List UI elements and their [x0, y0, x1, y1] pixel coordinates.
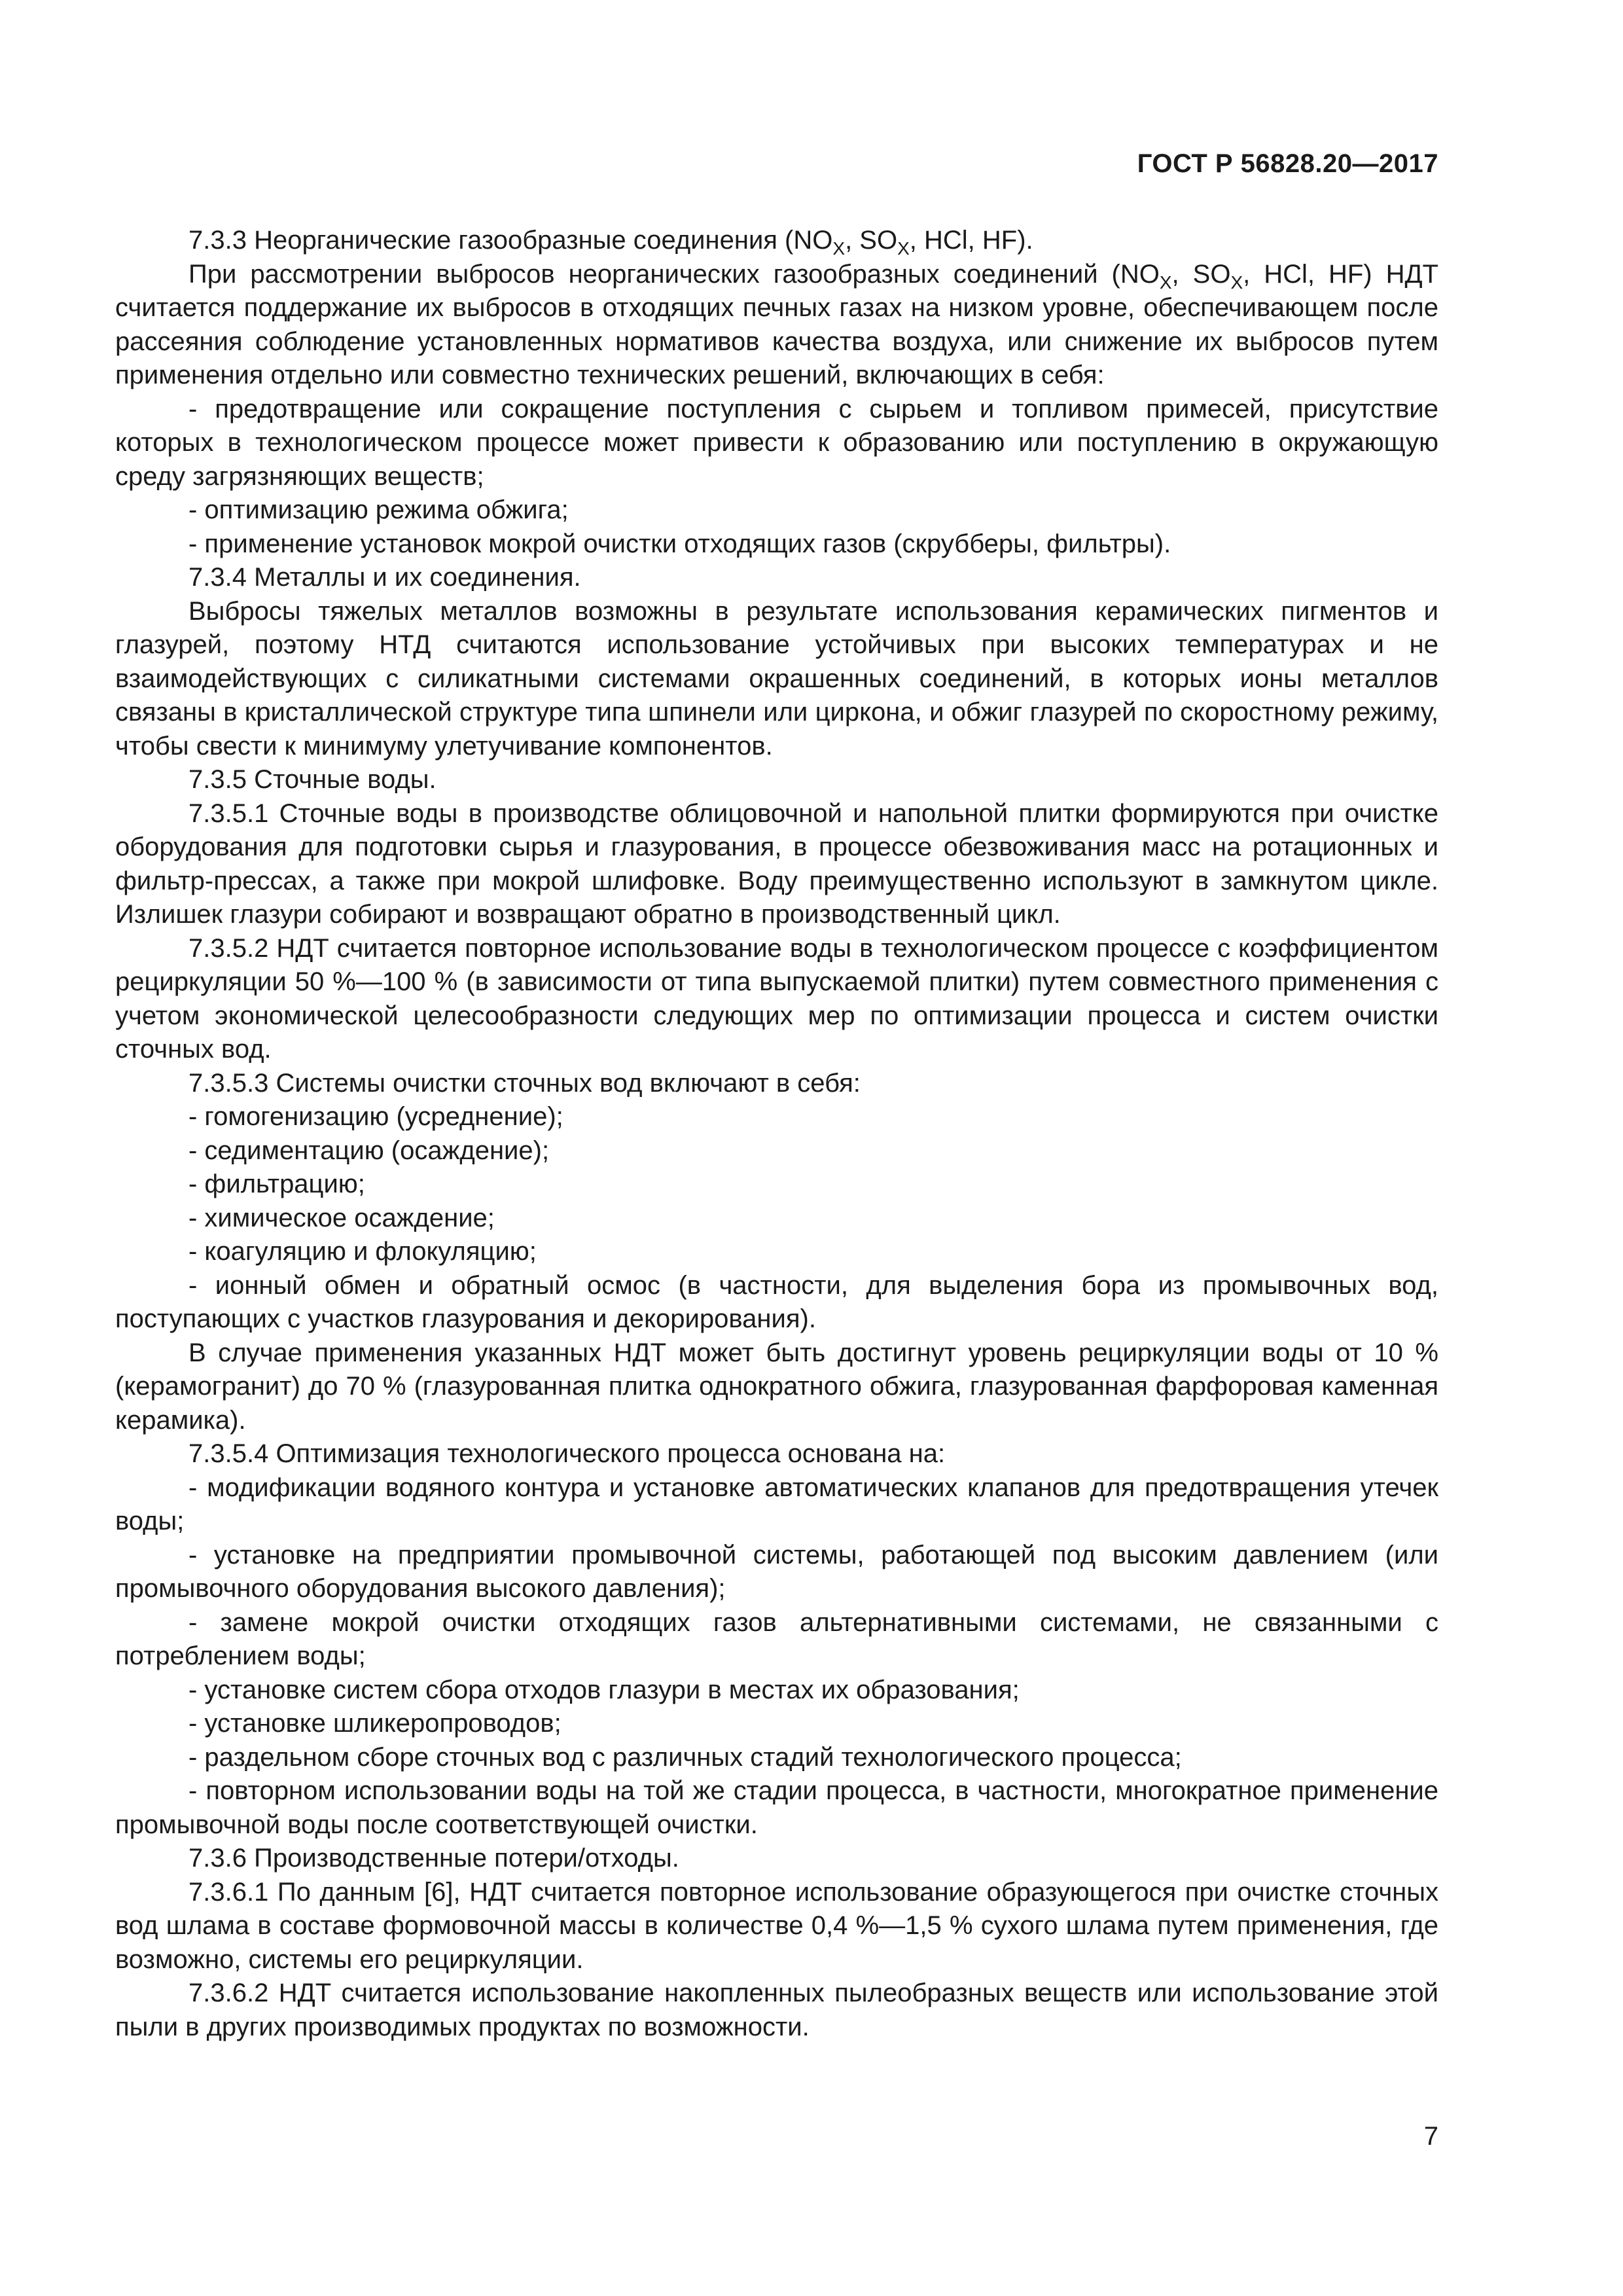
list-item: - замене мокрой очистки отходящих газов альтернативными системами, не связанными с потреблением воды;: [115, 1607, 1438, 1670]
section-7-3-6-2: 7.3.6.2 НДТ считается использование накопленных пылеобразных веществ или использование этой пыли в других производимых продуктах по возможности.: [115, 1979, 1438, 2041]
section-7-3-4-title: 7.3.4 Металлы и их соединения.: [188, 563, 581, 592]
list-item: - раздельном сборе сточных вод с различных стадий технологического процесса;: [188, 1742, 1182, 1772]
list-item: - коагуляцию и флокуляцию;: [188, 1237, 537, 1266]
section-7-3-5-4: 7.3.5.4 Оптимизация технологического процесса основана на:: [188, 1439, 946, 1468]
section-7-3-5-title: 7.3.5 Сточные воды.: [188, 765, 437, 794]
section-7-3-6-1: 7.3.6.1 По данным [6], НДТ считается повторное использование образующегося при очистке сточных вод шлама в составе формовочной массы в количестве 0,4 %—1,5 % сухого шлама путем применения, где возможно, системы его рециркуляции.: [115, 1877, 1438, 1974]
page-number: 7: [1423, 2122, 1438, 2151]
list-item: - установке шликеропроводов;: [188, 1709, 562, 1738]
section-7-3-5-3: 7.3.5.3 Системы очистки сточных вод включают в себя:: [188, 1068, 861, 1098]
list-item: - установке на предприятии промывочной системы, работающей под высоким давлением (или промывочного оборудования высокого давления);: [115, 1540, 1438, 1603]
list-item: - седиментацию (осаждение);: [188, 1136, 550, 1165]
section-7-3-5-1: 7.3.5.1 Сточные воды в производстве облицовочной и напольной плитки формируются при очистке оборудования для подготовки сырья и глазурования, в процессе обезвоживания масс на ротационных и фильтр-прессах, а также при мокрой шлифовке. Воду преимущественно используют в замкнутом цикле. Излишек глазури собирают и возвращают обратно в производственный цикл.: [115, 798, 1438, 929]
document-body: [115, 224, 1438, 2044]
list-item: - ионный обмен и обратный осмос (в частности, для выделения бора из промывочных вод, поступающих с участков глазурования и декорирования).: [115, 1270, 1438, 1333]
list-item: - повторном использовании воды на той же стадии процесса, в частности, многократное применение промывочной воды после соответствующей очистки.: [115, 1776, 1438, 1839]
section-7-3-4-paragraph: Выбросы тяжелых металлов возможны в результате использования керамических пигментов и глазурей, поэтому НТД считаются использование устойчивых при высоких температурах и не взаимодействующих с силикатными системами окрашенных соединений, в которых ионы металлов связаны в кристаллической структуре типа шпинели или циркона, и обжиг глазурей по скоростному режиму, чтобы свести к минимуму улетучивание компонентов.: [115, 596, 1438, 761]
document-header: ГОСТ Р 56828.20—2017: [1137, 149, 1438, 178]
section-7-3-5-3-paragraph: В случае применения указанных НДТ может быть достигнут уровень рециркуляции воды от 10 % (керамогранит) до 70 % (глазурованная плитка однократного обжига, глазурованная фарфоровая каменная керамика).: [115, 1338, 1438, 1435]
list-item: - гомогенизацию (усреднение);: [188, 1102, 563, 1131]
list-item: - фильтрацию;: [188, 1170, 365, 1198]
section-7-3-6-title: 7.3.6 Производственные потери/отходы.: [188, 1844, 679, 1873]
section-7-3-3-title: 7.3.3 Неорганические газообразные соединения ($NO_X$, $SO_X$, HCl, HF).: [188, 226, 1033, 259]
list-item: - оптимизацию режима обжига;: [188, 495, 569, 524]
list-item: - применение установок мокрой очистки отходящих газов (скрубберы, фильтры).: [188, 529, 1171, 558]
section-7-3-3-paragraph: При рассмотрении выбросов неорганических газообразных соединений ($NO_X$, $SO_X$, HCl, HF) НДТ считается поддержание их выбросов в отходящих печных газах на низком уровне, обеспечивающем после рассеяния соблюдение установленных нормативов качества воздуха, или снижение их выбросов путем применения отдельно или совместно технических решений, включающих в себя:: [115, 259, 1438, 389]
list-item: - химическое осаждение;: [188, 1203, 495, 1232]
section-7-3-5-2: 7.3.5.2 НДТ считается повторное использование воды в технологическом процессе с коэффициентом рециркуляции 50 %—100 % (в зависимости от типа выпускаемой плитки) путем совместного применения с учетом экономической целесообразности следующих мер по оптимизации процесса и систем очистки сточных вод.: [115, 933, 1438, 1064]
list-item: - предотвращение или сокращение поступления с сырьем и топливом примесей, присутствие которых в технологическом процессе может привести к образованию или поступлению в окружающую среду загрязняющих веществ;: [115, 394, 1438, 491]
list-item: - модификации водяного контура и установке автоматических клапанов для предотвращения утечек воды;: [115, 1473, 1438, 1535]
list-item: - установке систем сбора отходов глазури в местах их образования;: [188, 1675, 1020, 1704]
